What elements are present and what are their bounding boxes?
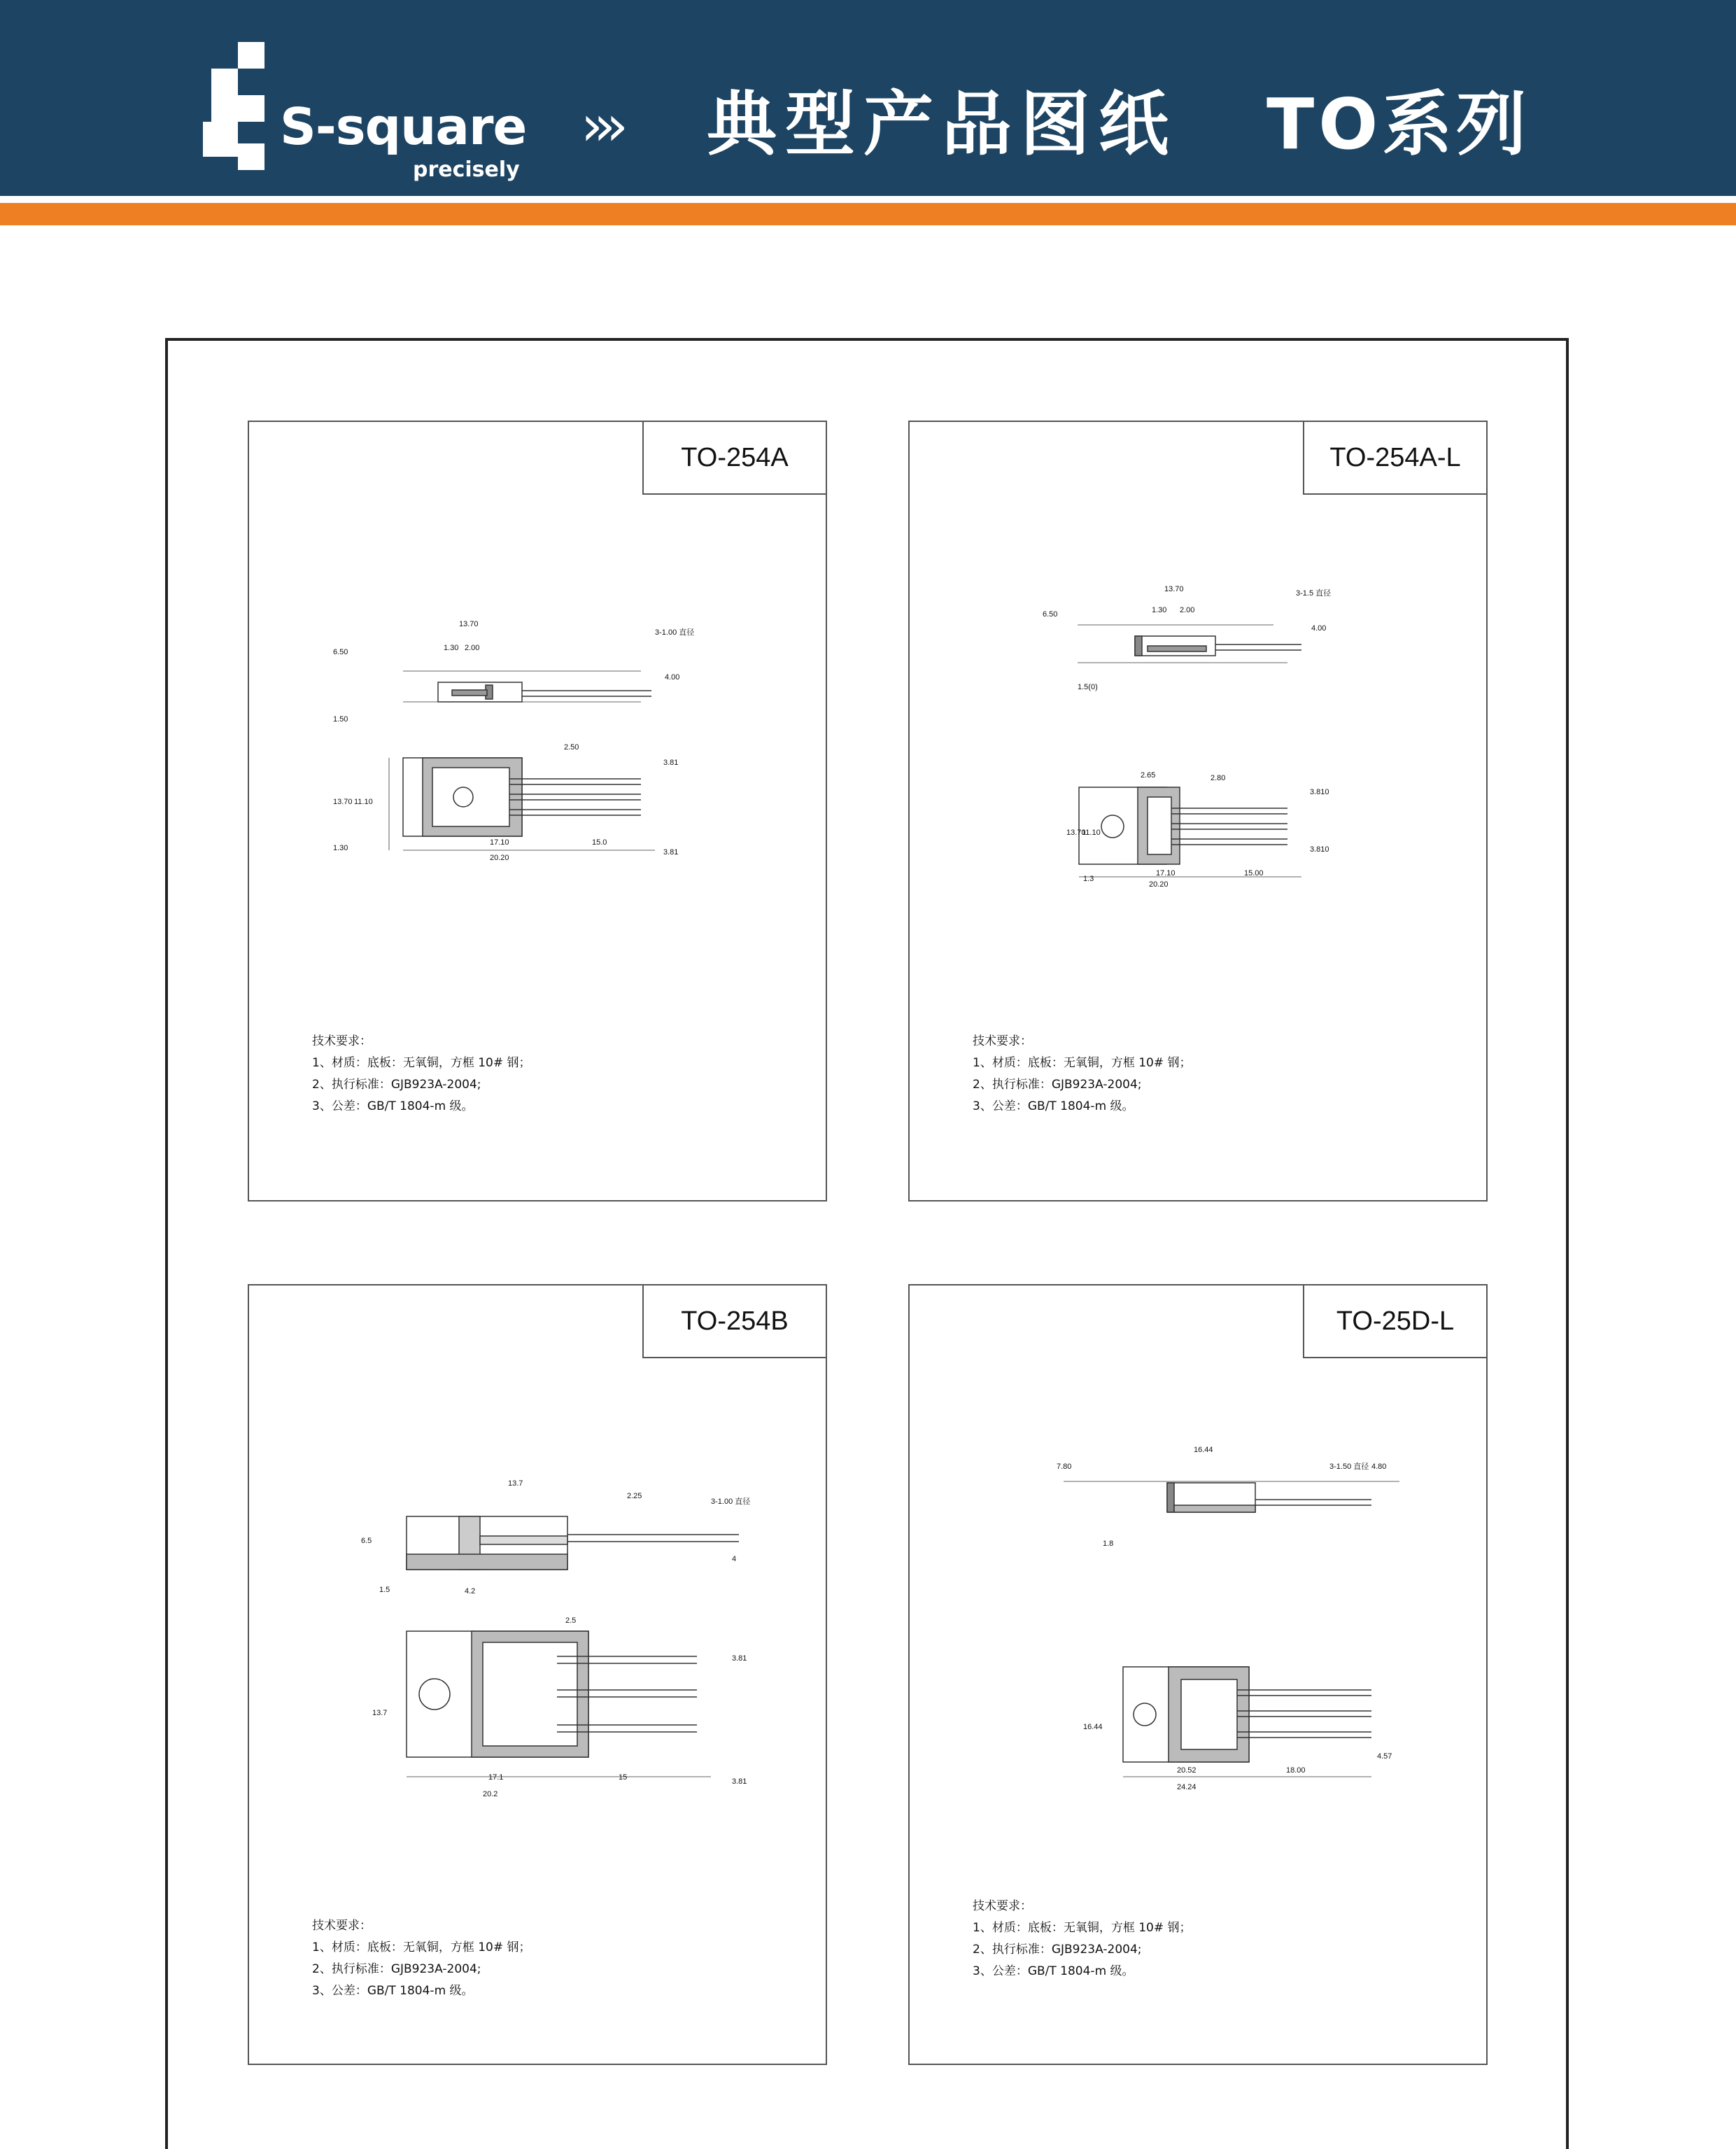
dim-label: 1.5 bbox=[379, 1586, 390, 1594]
page-title: 典型产品图纸 bbox=[707, 83, 1177, 165]
dim-label: 3.810 bbox=[1310, 845, 1329, 854]
dim-label: 3-1.5 直径 bbox=[1296, 589, 1332, 598]
notes-heading: 技术要求： bbox=[973, 1034, 1032, 1048]
dim-label: 15 bbox=[619, 1773, 628, 1782]
dim-label: 1.30 bbox=[444, 644, 459, 652]
note-line: 1、材质：底板：无氧铜，方框 10# 钢； bbox=[973, 1921, 1192, 1935]
technical-notes bbox=[973, 1031, 1192, 1118]
dim-label: 20.52 bbox=[1177, 1766, 1197, 1775]
dim-label: 6.5 bbox=[361, 1537, 372, 1545]
technical-notes bbox=[973, 1896, 1192, 1982]
notes-heading: 技术要求： bbox=[312, 1919, 372, 1933]
dim-label: 2.65 bbox=[1141, 771, 1156, 780]
header-banner bbox=[0, 0, 1736, 196]
dim-label: 13.70 bbox=[1066, 829, 1086, 837]
note-line: 1、材质：底板：无氧铜，方框 10# 钢； bbox=[312, 1056, 531, 1070]
brand-name: S-square bbox=[280, 97, 527, 156]
dim-label: 13.70 bbox=[459, 620, 479, 628]
title-block: TO-254A-L bbox=[1303, 422, 1486, 495]
technical-notes bbox=[312, 1915, 531, 2002]
dim-label: 2.00 bbox=[1180, 606, 1195, 614]
note-line: 3、公差：GB/T 1804-m 级。 bbox=[312, 1984, 474, 1998]
title-block: TO-25D-L bbox=[1303, 1285, 1486, 1358]
dim-label: 3.81 bbox=[732, 1654, 747, 1663]
dim-label: 20.20 bbox=[490, 854, 509, 862]
dim-label: 7.80 bbox=[1057, 1463, 1072, 1471]
note-line: 2、执行标准：GJB923A-2004; bbox=[312, 1962, 481, 1976]
note-line: 2、执行标准：GJB923A-2004; bbox=[312, 1078, 481, 1092]
chevron-icon: ››› bbox=[581, 93, 619, 158]
dim-label: 13.70 bbox=[1164, 585, 1184, 593]
dim-label: 1.8 bbox=[1103, 1539, 1114, 1548]
dim-label: 6.50 bbox=[1043, 610, 1058, 619]
dim-label: 13.70 bbox=[333, 798, 353, 806]
drawing-sheet-to-254b bbox=[248, 1284, 827, 2065]
dim-label: 2.50 bbox=[564, 743, 579, 752]
note-line: 1、材质：底板：无氧铜，方框 10# 钢； bbox=[312, 1940, 531, 1954]
drawing-sheet-to-25d-l bbox=[908, 1284, 1488, 2065]
dim-label: 17.1 bbox=[488, 1773, 504, 1782]
dim-label: 3.81 bbox=[663, 848, 679, 857]
note-line: 2、执行标准：GJB923A-2004; bbox=[973, 1078, 1142, 1092]
dim-label: 11.10 bbox=[354, 798, 373, 806]
dim-label: 1.30 bbox=[1152, 606, 1167, 614]
dim-label: 2.25 bbox=[627, 1492, 642, 1500]
dim-label: 3.810 bbox=[1310, 788, 1329, 796]
dim-label: 3-1.00 直径 bbox=[711, 1498, 751, 1506]
dim-label: 15.0 bbox=[592, 838, 607, 847]
brand-tagline: precisely bbox=[413, 157, 520, 182]
dim-label: 24.24 bbox=[1177, 1783, 1197, 1791]
dim-label: 3-1.00 直径 bbox=[655, 628, 695, 637]
dim-label: 16.44 bbox=[1083, 1723, 1103, 1731]
title-block: TO-254A bbox=[642, 422, 826, 495]
dim-label: 18.00 bbox=[1286, 1766, 1306, 1775]
dim-label: 16.44 bbox=[1194, 1446, 1213, 1454]
dim-label: 1.50 bbox=[333, 715, 348, 724]
dim-label: 4.00 bbox=[1311, 624, 1327, 633]
dim-label: 3.81 bbox=[732, 1777, 747, 1786]
dim-label: 4.57 bbox=[1377, 1752, 1392, 1761]
dim-label: 4.2 bbox=[465, 1587, 476, 1595]
dim-label: 15.00 bbox=[1244, 869, 1264, 878]
drawing-sheet-to-254a-l bbox=[908, 421, 1488, 1202]
dim-label: 4.00 bbox=[665, 673, 680, 682]
dim-label: 2.80 bbox=[1211, 774, 1226, 782]
dim-label: 13.7 bbox=[508, 1479, 523, 1488]
dim-label: 3-1.50 直径 bbox=[1329, 1463, 1369, 1471]
dim-label: 3.81 bbox=[663, 759, 679, 767]
dim-label: 1.30 bbox=[333, 844, 348, 852]
notes-heading: 技术要求： bbox=[312, 1034, 372, 1048]
dim-label: 20.20 bbox=[1149, 880, 1169, 889]
dim-label: 17.10 bbox=[490, 838, 509, 847]
dim-label: 11.10 bbox=[1082, 829, 1101, 837]
technical-notes bbox=[312, 1031, 531, 1118]
series-title: TO系列 bbox=[1266, 83, 1531, 165]
brand-logo bbox=[203, 42, 539, 189]
note-line: 3、公差：GB/T 1804-m 级。 bbox=[973, 1099, 1134, 1113]
dim-label: 1.5(0) bbox=[1078, 683, 1098, 691]
dim-label: 1.3 bbox=[1083, 875, 1094, 883]
title-block: TO-254B bbox=[642, 1285, 826, 1358]
accent-stripe bbox=[0, 203, 1736, 225]
dim-label: 2.5 bbox=[565, 1616, 577, 1625]
dim-label: 4 bbox=[732, 1555, 737, 1563]
dim-label: 4.80 bbox=[1371, 1463, 1387, 1471]
drawing-sheet-to-254a bbox=[248, 421, 827, 1202]
dim-label: 20.2 bbox=[483, 1790, 498, 1798]
dim-label: 2.00 bbox=[465, 644, 480, 652]
dim-label: 6.50 bbox=[333, 648, 348, 656]
note-line: 2、执行标准：GJB923A-2004; bbox=[973, 1943, 1142, 1957]
dim-label: 17.10 bbox=[1156, 869, 1176, 878]
note-line: 3、公差：GB/T 1804-m 级。 bbox=[312, 1099, 474, 1113]
notes-heading: 技术要求： bbox=[973, 1899, 1032, 1913]
dim-label: 13.7 bbox=[372, 1709, 388, 1717]
note-line: 3、公差：GB/T 1804-m 级。 bbox=[973, 1964, 1134, 1978]
note-line: 1、材质：底板：无氧铜，方框 10# 钢； bbox=[973, 1056, 1192, 1070]
